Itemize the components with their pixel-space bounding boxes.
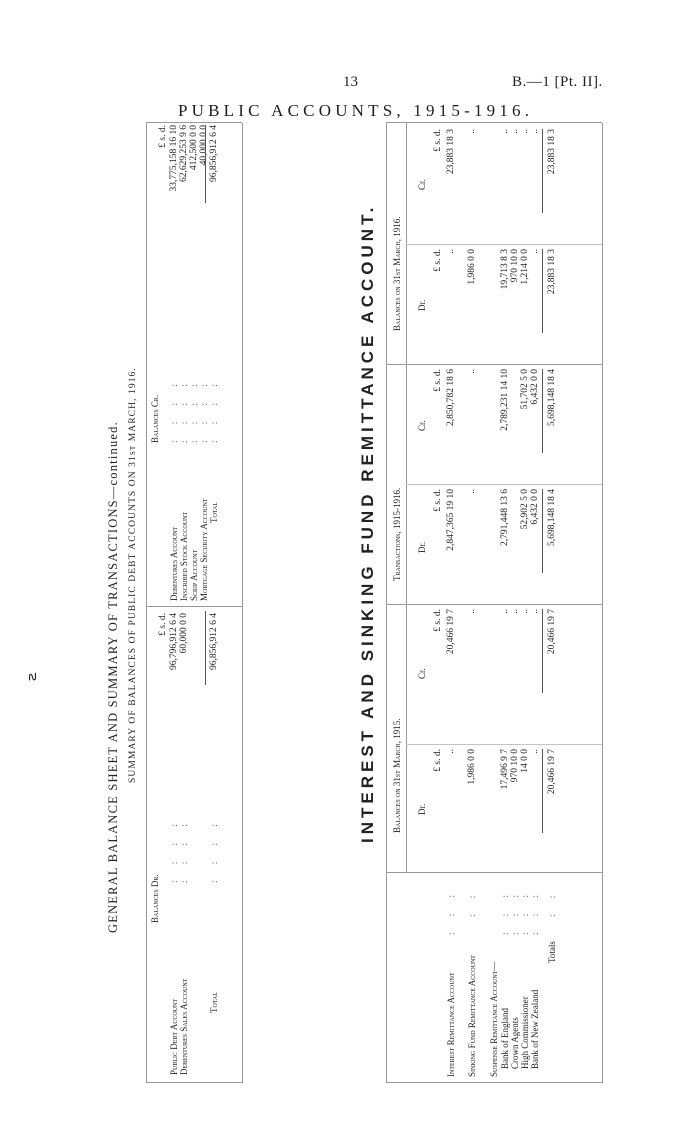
remittance-title: INTEREST AND SINKING FUND REMITTANCE ACCOUNT. <box>358 203 377 843</box>
dr-label: Dr. <box>417 803 427 815</box>
dr-total-amount: 96,856,912 6 4 <box>209 613 219 670</box>
balance-sheet-title: GENERAL BALANCE SHEET AND SUMMARY OF TRANSACTIONS—continued. <box>106 421 120 933</box>
balance-sheet-subtitle: SUMMARY OF BALANCES OF PUBLIC DEBT ACCOUNTS ON 31st MARCH, 1916. <box>128 367 138 783</box>
rotated-content: ౽ GENERAL BALANCE SHEET AND SUMMARY OF TRANSACTIONS—continued. SUMMARY OF BALANCES OF PUBLIC DEBT ACCOUNTS ON 31st MARCH, 1916. Balances Dr. Balances Cr. £ s. d. £ s. d. Public Debt Account : : : : 96,796,912 6 4 Debentures Sales Account : : : : 60,000 0 0 Total : : : : 96,856,912 6 4 Debentures Account : : : : 33,775,158 16 10 Inscribed Stock Account : : : : 62,629,253 9 6 Scrip Account : : : : 412,500 0 0 Mortgage Security Account : : : : 40,000 0 0 Total : : : : 96,856,912 6 4 INTEREST AND SINKING FUND REMITTANCE ACCOUNT. Balances on 31st March, 1915. Transactions, 1915-1916. Balances on 31st March, 1916. Dr. Cr. Dr. Cr. Dr. Cr. £ s. d. £ s. d. £ s. d. £ s. d. £ s. d. £ s. d. Interest Remittance Account : : : .. 20,466 19 7 2,847,365 19 10 2,850,782 18 6 .. 23,883 18 3 Sinking Fund Remittance Account : : 1,986 0 0 .. .. .. 1,986 0 0 .. Suspense Remittance Account— Bank of England : : : 17,496 9 7 .. 2,791,448 13 6 2,789,231 14 10 19,713 8 3 .. Crown Agents : : : 970 10 0 .. 970 10 0 .. High Commissioner : : : 14 0 0 .. 52,902 5 0 51,702 5 0 1,214 0 0 .. Bank of New Zealand : : : .. .. 6,432 0 0 6,432 0 0 .. .. Totals : : 20,466 19 7 20,466 19 7 5,698,148 18 4 5,698,148 18 4 23,883 18 3 23,883 18 3 <box>94 123 614 1083</box>
group-header-1915: Balances on 31st March, 1915. <box>392 718 402 833</box>
table-row-label: High Commissioner <box>520 996 530 1069</box>
cr-label: Cr. <box>417 179 427 190</box>
total-cell: 20,466 19 7 <box>547 609 557 655</box>
cr-row-label: Mortgage Security Account <box>199 498 209 601</box>
cr-total-label: Total <box>209 501 219 523</box>
table-row-label: Sinking Fund Remittance Account <box>467 955 477 1077</box>
printer-mark: ౽ <box>25 672 40 681</box>
dr-label: Dr. <box>417 541 427 553</box>
dr-row-amount: 60,000 0 0 <box>179 613 189 654</box>
total-cell: 20,466 19 7 <box>547 749 557 795</box>
cr-row-amount: 62,629,253 9 6 <box>179 125 189 182</box>
cr-row-amount: 33,775,158 16 10 <box>169 125 179 192</box>
total-cell: 5,698,148 18 4 <box>547 489 557 546</box>
cr-row-label: Inscribed Stock Account <box>179 511 189 601</box>
cr-row-amount: 40,000 0 0 <box>199 125 209 166</box>
page-number: 13 <box>343 74 358 90</box>
cr-row-label: Scrip Account <box>189 549 199 601</box>
dr-currency-header: £ s. d. <box>158 613 168 636</box>
table-row-label: Suspense Remittance Account— <box>489 961 499 1077</box>
cr-row-label: Debentures Account <box>169 526 179 601</box>
balances-dr-heading: Balances Dr. <box>150 874 160 923</box>
table-row-label: Bank of New Zealand <box>530 989 540 1069</box>
total-cell: 23,883 18 3 <box>547 249 557 295</box>
dr-row-label: Debentures Sales Account <box>179 978 189 1075</box>
group-header-transactions: Transactions, 1915-1916. <box>392 487 402 581</box>
table-row-label: Crown Agents <box>510 1017 520 1069</box>
balances-cr-heading: Balances Cr. <box>150 394 160 443</box>
dr-row-label: Public Debt Account <box>169 998 179 1075</box>
cr-label: Cr. <box>417 420 427 431</box>
dr-total-label: Total <box>209 991 219 1013</box>
cr-label: Cr. <box>417 668 427 679</box>
cr-currency-header: £ s. d. <box>158 125 168 148</box>
group-header-1916: Balances on 31st March, 1916. <box>392 216 402 331</box>
dr-label: Dr. <box>417 299 427 311</box>
page-title: PUBLIC ACCOUNTS, 1915-1916. <box>178 101 534 120</box>
table-row-label: Interest Remittance Account <box>446 972 456 1077</box>
dr-row-amount: 96,796,912 6 4 <box>169 613 179 670</box>
cr-row-amount: 412,500 0 0 <box>189 125 199 171</box>
document-reference: B.—1 [Pt. II]. <box>512 74 603 90</box>
total-cell: 5,698,148 18 4 <box>547 369 557 426</box>
cr-total-amount: 96,856,912 6 4 <box>209 125 219 182</box>
total-cell: 23,883 18 3 <box>547 129 557 175</box>
table-row-label: Bank of England <box>500 1008 510 1069</box>
totals-label: Totals <box>547 941 557 963</box>
